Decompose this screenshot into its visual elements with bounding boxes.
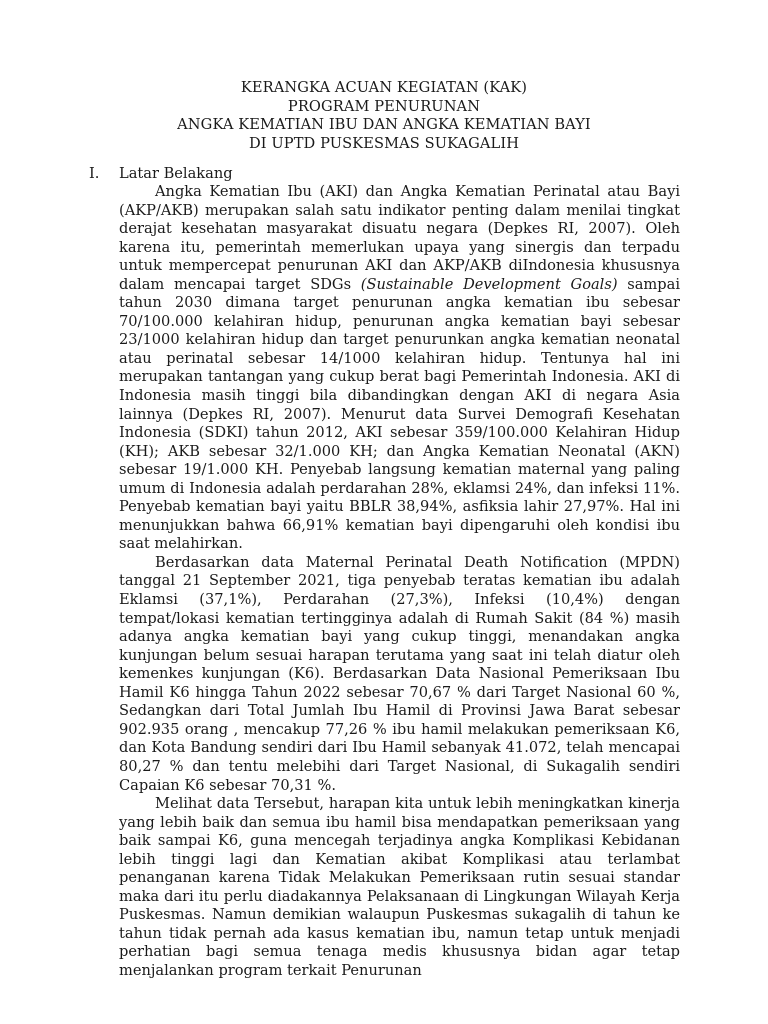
section-heading	[89, 164, 233, 184]
section-title: Latar Belakang	[119, 165, 233, 182]
paragraph-1-text-a: Angka Kematian Ibu (AKI) dan Angka Kematian Perinatal atau Bayi (AKP/AKB) merupakan salah satu indikator penting dalam menilai tingkat derajat kesehatan masyarakat disuatu negara (Depkes RI, 2007). Oleh karena itu, pemerintah memerlukan upaya yang sinergis dan terpadu untuk mempercepat penurunan AKI dan AKP/AKB diIndonesia khususnya dalam mencapai target SDGs	[119, 183, 680, 293]
paragraph-1-italic: (Sustainable Development Goals)	[360, 275, 618, 293]
document-title	[0, 79, 768, 153]
paragraph-1	[119, 183, 680, 554]
paragraph-2: Berdasarkan data Maternal Perinatal Death Notification (MPDN) tanggal 21 September 2021, tiga penyebab teratas kematian ibu adalah Eklamsi (37,1%), Perdarahan (27,3%), Infeksi (10,4%) dengan tempat/lokasi kematian tertingginya adalah di Rumah Sakit (84 %) masih adanya angka kematian bayi yang cukup tinggi, menandakan angka kunjungan belum sesuai harapan terutama yang saat ini telah diatur oleh kemenkes kunjungan (K6). Berdasarkan Data Nasional Pemeriksaan Ibu Hamil K6 hingga Tahun 2022 sebesar 70,67 % dari Target Nasional 60 %, Sedangkan dari Total Jumlah Ibu Hamil di Provinsi Jawa Barat sebesar 902.935 orang , mencakup 77,26 % ibu hamil melakukan pemeriksaan K6, dan Kota Bandung sendiri dari Ibu Hamil sebanyak 41.072, telah mencapai 80,27 % dan tentu melebihi dari Target Nasional, di Sukagalih sendiri Capaian K6 sebesar 70,31 %.	[119, 553, 680, 794]
paragraph-3: Melihat data Tersebut, harapan kita untuk lebih meningkatkan kinerja yang lebih baik dan semua ibu hamil bisa mendapatkan pemeriksaan yang baik sampai K6, guna mencegah terjadinya angka Komplikasi Kebidanan lebih tinggi lagi dan Kematian akibat Komplikasi atau terlambat penanganan karena Tidak Melakukan Pemeriksaan rutin sesuai standar maka dari itu perlu diadakannya Pelaksanaan di Lingkungan Wilayah Kerja Puskesmas. Namun demikian walaupun Puskesmas sukagalih di tahun ke tahun tidak pernah ada kasus kematian ibu, namun tetap untuk menjadi perhatian bagi semua tenaga medis khususnya bidan agar tetap menjalankan program terkait Penurunan	[119, 795, 680, 979]
title-line-1: KERANGKA ACUAN KEGIATAN (KAK)	[240, 79, 528, 96]
title-line-4: DI UPTD PUSKESMAS SUKAGALIH	[248, 134, 520, 152]
section-number: I.	[89, 165, 100, 182]
paragraph-1-text-b: sampai tahun 2030 dimana target penurunan angka kematian ibu sebesar 70/100.000 kelahiran hidup, penurunan angka kematian bayi sebesar 23/1000 kelahiran hidup dan target penurunkan angka kematian neonatal atau perinatal sebesar 14/1000 kelahiran hidup. Tentunya hal ini merupakan tantangan yang cukup berat bagi Pemerintah Indonesia. AKI di Indonesia masih tinggi bila dibandingkan dengan AKI di negara Asia lainnya (Depkes RI, 2007). Menurut data Survei Demografi Kesehatan Indonesia (SDKI) tahun 2012, AKI sebesar 359/100.000 Kelahiran Hidup (KH); AKB sebesar 32/1.000 KH; dan Angka Kematian Neonatal (AKN) sebesar 19/1.000 KH. Penyebab langsung kematian maternal yang paling umum di Indonesia adalah perdarahan 28%, eklamsi 24%, dan infeksi 11%. Penyebab kematian bayi yaitu BBLR 38,94%, asfiksia lahir 27,97%. Hal ini menunjukkan bahwa 66,91% kematian bayi dipengaruhi oleh kondisi ibu saat melahirkan.	[119, 275, 680, 553]
body-text	[119, 183, 680, 981]
title-line-2: PROGRAM PENURUNAN	[287, 97, 481, 115]
title-line-3: ANGKA KEMATIAN IBU DAN ANGKA KEMATIAN BAYI	[177, 116, 591, 133]
